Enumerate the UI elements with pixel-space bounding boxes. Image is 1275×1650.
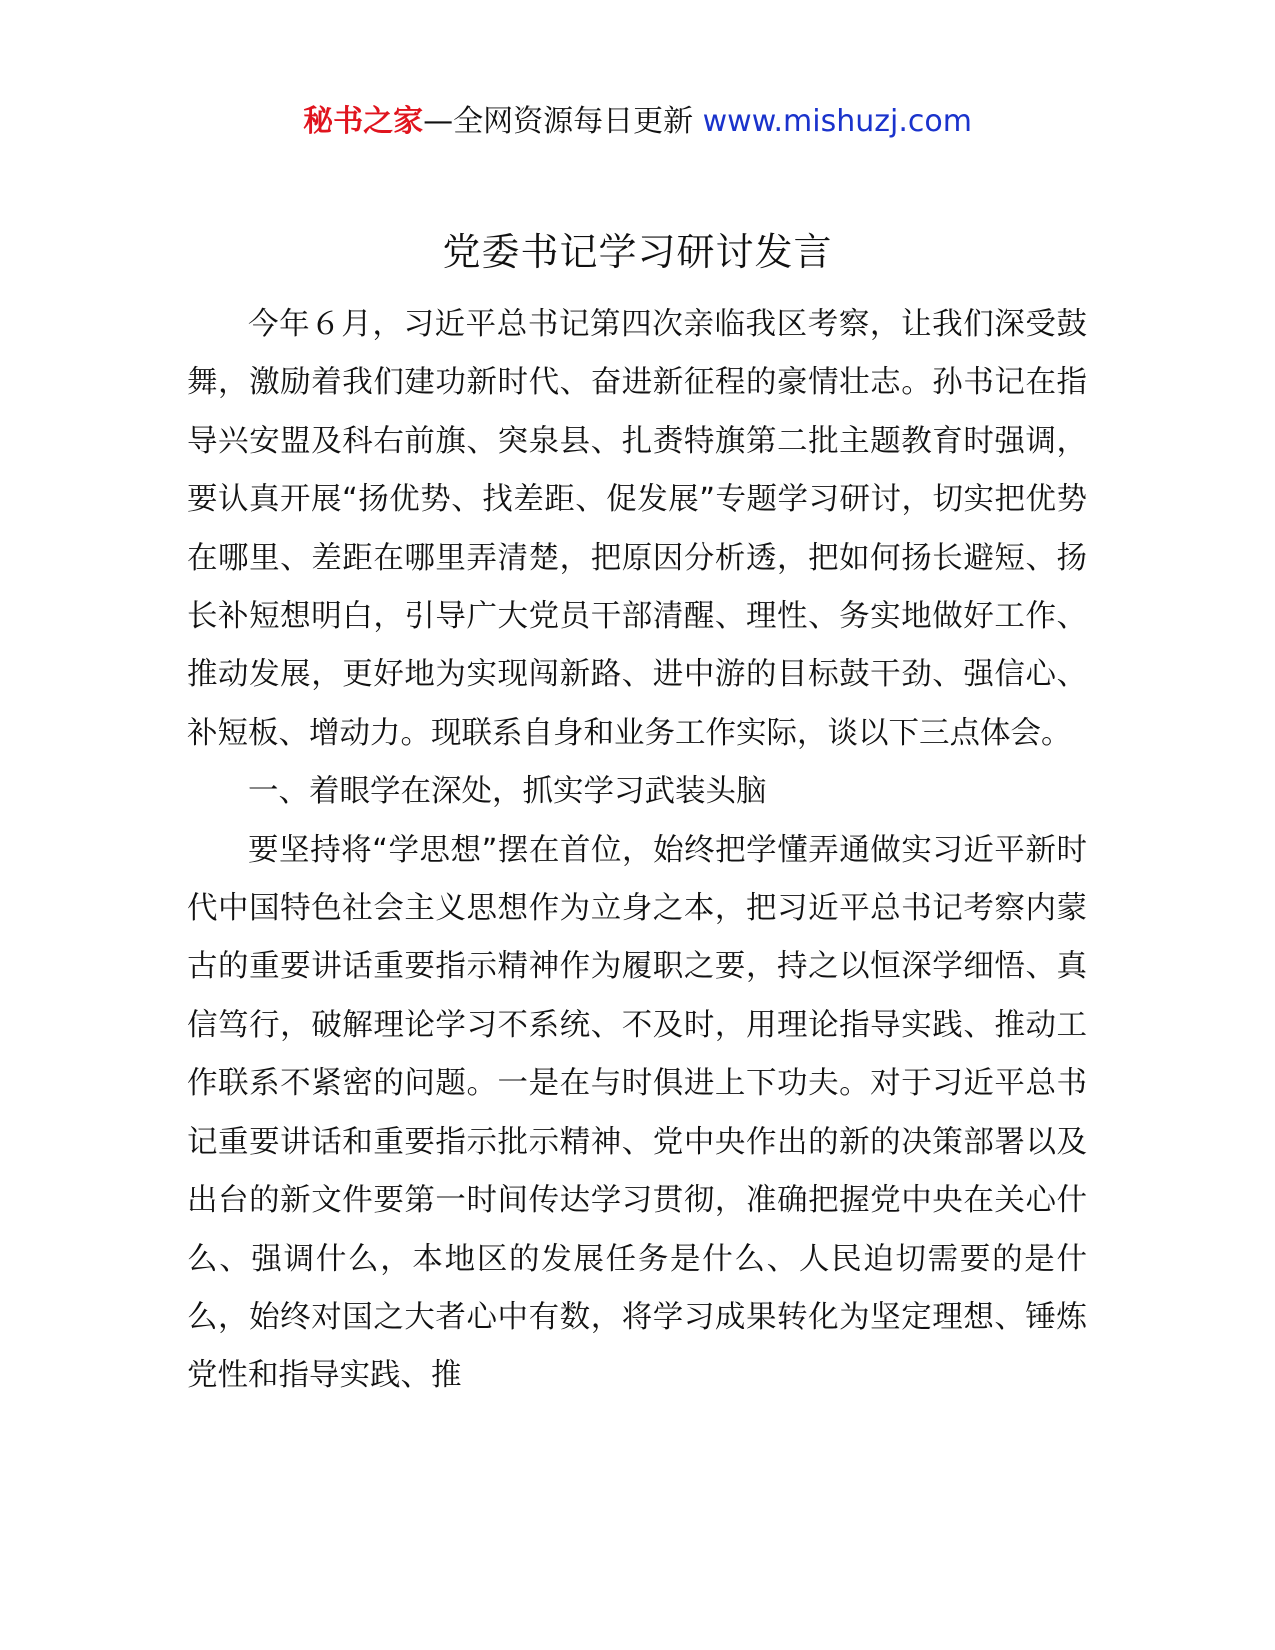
site-tagline: —全网资源每日更新 [423, 104, 703, 139]
paragraph-intro: 今年６月，习近平总书记第四次亲临我区考察，让我们深受鼓舞，激励着我们建功新时代、奋进新征程的豪情壮志。孙书记在指导兴安盟及科右前旗、突泉县、扎赉特旗第二批主题教育时强调，要认真开展“扬优势、找差距、促发展”专题学习研讨，切实把优势在哪里、差距在哪里弄清楚，把原因分析透，把如何扬长避短、扬长补短想明白，引导广大党员干部清醒、理性、务实地做好工作、推动发展，更好地为实现闯新路、进中游的目标鼓干劲、强信心、补短板、增动力。现联系自身和业务工作实际，谈以下三点体会。 [187, 307, 1087, 751]
site-brand: 秘书之家 [303, 104, 424, 139]
document-body [187, 296, 1087, 1406]
section-heading-1: 一、着眼学在深处，抓实学习武装头脑 [248, 774, 767, 810]
paragraph-section-1: 要坚持将“学思想”摆在首位，始终把学懂弄通做实习近平新时代中国特色社会主义思想作为立身之本，把习近平总书记考察内蒙古的重要讲话重要指示精神作为履职之要，持之以恒深学细悟、真信笃行，破解理论学习不系统、不及时，用理论指导实践、推动工作联系不紧密的问题。一是在与时俱进上下功夫。对于习近平总书记重要讲话和重要指示批示精神、党中央作出的新的决策部署以及出台的新文件要第一时间传达学习贯彻，准确把握党中央在关心什么、强调什么，本地区的发展任务是什么、人民迫切需要的是什么，始终对国之大者心中有数，将学习成果转化为坚定理想、锤炼党性和指导实践、推 [187, 832, 1087, 1394]
document-title: 党委书记学习研讨发言 [442, 230, 833, 274]
site-header [0, 100, 1275, 144]
site-url-link[interactable]: www.mishuzj.com [702, 104, 972, 139]
